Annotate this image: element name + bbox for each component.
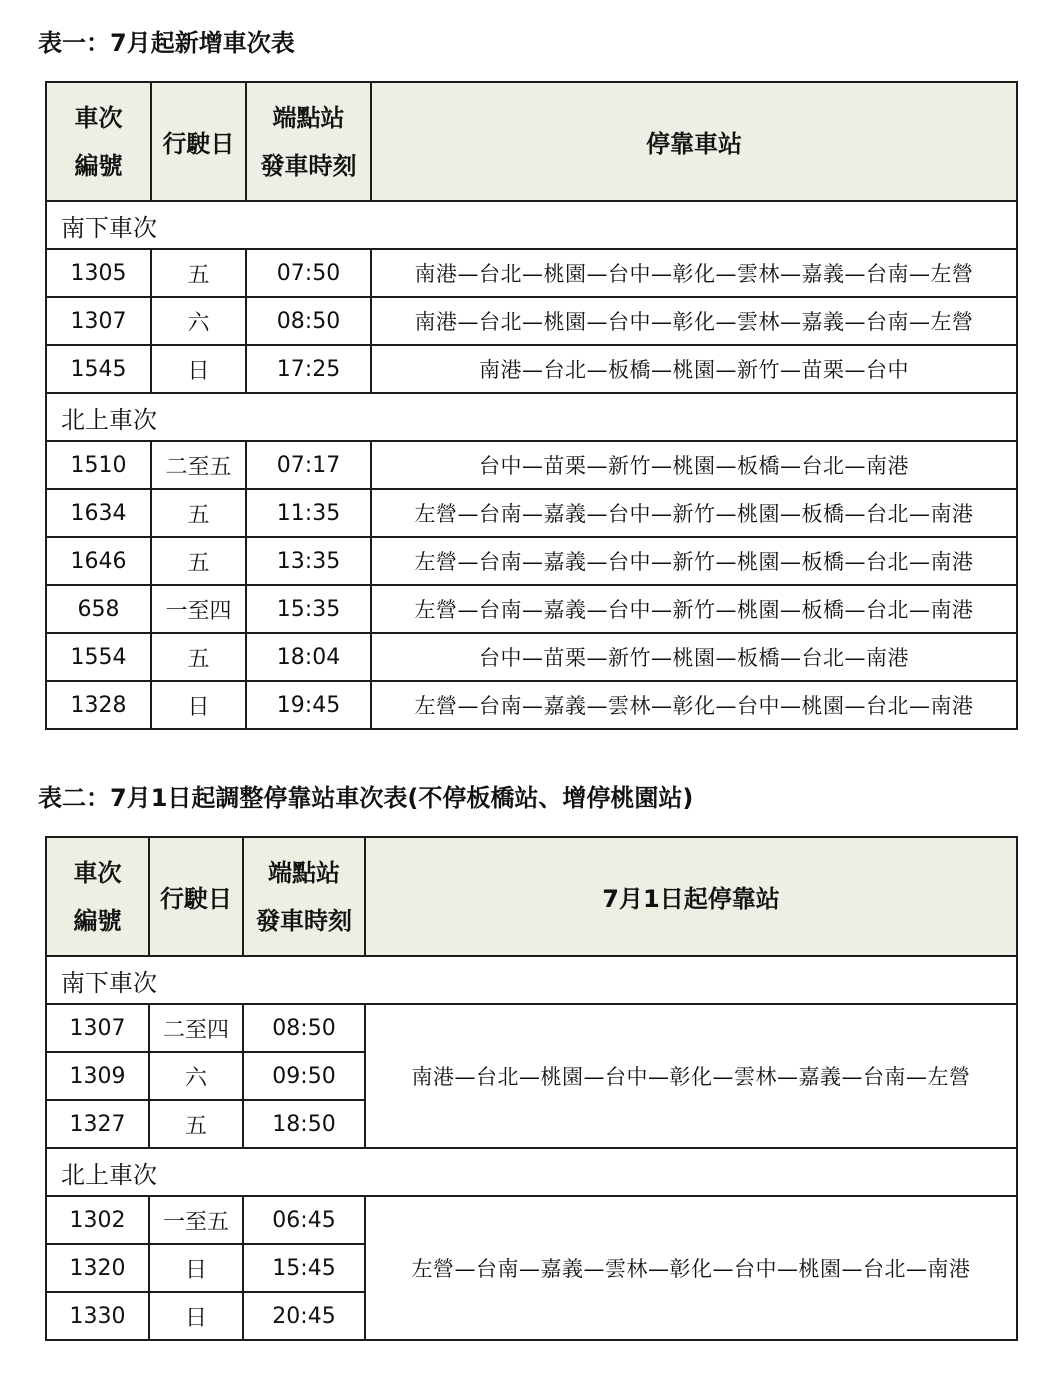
departure-time: 17:25 bbox=[246, 345, 371, 393]
operating-day: 日 bbox=[151, 681, 246, 729]
header-train-number-line1: 車次 bbox=[74, 103, 123, 132]
operating-day: 五 bbox=[151, 249, 246, 297]
train-number: 1305 bbox=[46, 249, 151, 297]
operating-day: 二至五 bbox=[151, 441, 246, 489]
adjusted-stops-table bbox=[45, 836, 1018, 1341]
stop-list-northbound: 左營—台南—嘉義—雲林—彰化—台中—桃園—台北—南港 bbox=[365, 1196, 1017, 1340]
table-row bbox=[46, 441, 1017, 489]
departure-time: 11:35 bbox=[246, 489, 371, 537]
header-departure-time bbox=[246, 82, 371, 201]
operating-day: 日 bbox=[149, 1244, 243, 1292]
train-number: 1320 bbox=[46, 1244, 149, 1292]
header-operating-day: 行駛日 bbox=[149, 837, 243, 956]
header-train-number-line1: 車次 bbox=[73, 858, 122, 887]
header-stops: 停靠車站 bbox=[371, 82, 1017, 201]
header-departure-time-line2: 發車時刻 bbox=[256, 906, 352, 935]
header-row bbox=[46, 82, 1017, 201]
train-number: 1646 bbox=[46, 537, 151, 585]
table1-title: 表一：7月起新增車次表 bbox=[38, 29, 295, 57]
table-row bbox=[46, 537, 1017, 585]
train-number: 1307 bbox=[46, 297, 151, 345]
train-number: 1510 bbox=[46, 441, 151, 489]
table2-title: 表二：7月1日起調整停靠站車次表(不停板橋站、增停桃園站) bbox=[38, 784, 694, 812]
table-row bbox=[46, 345, 1017, 393]
train-number: 1330 bbox=[46, 1292, 149, 1340]
departure-time: 13:35 bbox=[246, 537, 371, 585]
section-row-northbound bbox=[46, 1148, 1017, 1196]
operating-day: 一至五 bbox=[149, 1196, 243, 1244]
stop-list-southbound: 南港—台北—桃園—台中—彰化—雲林—嘉義—台南—左營 bbox=[365, 1004, 1017, 1148]
operating-day: 五 bbox=[151, 537, 246, 585]
train-number: 1327 bbox=[46, 1100, 149, 1148]
operating-day: 一至四 bbox=[151, 585, 246, 633]
departure-time: 06:45 bbox=[243, 1196, 365, 1244]
header-departure-time bbox=[243, 837, 365, 956]
operating-day: 二至四 bbox=[149, 1004, 243, 1052]
departure-time: 20:45 bbox=[243, 1292, 365, 1340]
operating-day: 六 bbox=[149, 1052, 243, 1100]
section-row-southbound bbox=[46, 956, 1017, 1004]
header-departure-time-line1: 端點站 bbox=[268, 858, 340, 887]
operating-day: 五 bbox=[151, 489, 246, 537]
departure-time: 15:35 bbox=[246, 585, 371, 633]
stop-list: 南港—台北—桃園—台中—彰化—雲林—嘉義—台南—左營 bbox=[371, 249, 1017, 297]
header-row bbox=[46, 837, 1017, 956]
table-row bbox=[46, 633, 1017, 681]
departure-time: 18:04 bbox=[246, 633, 371, 681]
train-number: 1307 bbox=[46, 1004, 149, 1052]
header-departure-time-line1: 端點站 bbox=[272, 103, 345, 132]
departure-time: 15:45 bbox=[243, 1244, 365, 1292]
section-row-southbound bbox=[46, 201, 1017, 249]
table-row bbox=[46, 1196, 1017, 1244]
train-number: 1309 bbox=[46, 1052, 149, 1100]
train-number: 658 bbox=[46, 585, 151, 633]
stop-list: 左營—台南—嘉義—台中—新竹—桃園—板橋—台北—南港 bbox=[371, 489, 1017, 537]
table-row bbox=[46, 297, 1017, 345]
stop-list: 南港—台北—桃園—台中—彰化—雲林—嘉義—台南—左營 bbox=[371, 297, 1017, 345]
table-row bbox=[46, 1004, 1017, 1052]
table-row bbox=[46, 681, 1017, 729]
section-row-northbound bbox=[46, 393, 1017, 441]
train-number: 1328 bbox=[46, 681, 151, 729]
operating-day: 五 bbox=[149, 1100, 243, 1148]
section-label-southbound: 南下車次 bbox=[46, 201, 1017, 249]
section-label-southbound: 南下車次 bbox=[46, 956, 1017, 1004]
table-row bbox=[46, 249, 1017, 297]
header-departure-time-line2: 發車時刻 bbox=[260, 151, 357, 180]
section-label-northbound: 北上車次 bbox=[46, 1148, 1017, 1196]
train-number: 1302 bbox=[46, 1196, 149, 1244]
operating-day: 日 bbox=[151, 345, 246, 393]
train-number: 1545 bbox=[46, 345, 151, 393]
operating-day: 日 bbox=[149, 1292, 243, 1340]
stop-list: 台中—苗栗—新竹—桃園—板橋—台北—南港 bbox=[371, 441, 1017, 489]
train-number: 1634 bbox=[46, 489, 151, 537]
operating-day: 六 bbox=[151, 297, 246, 345]
departure-time: 07:50 bbox=[246, 249, 371, 297]
header-train-number-line2: 編號 bbox=[74, 151, 123, 180]
stop-list: 南港—台北—板橋—桃園—新竹—苗栗—台中 bbox=[371, 345, 1017, 393]
operating-day: 五 bbox=[151, 633, 246, 681]
table-row bbox=[46, 585, 1017, 633]
stop-list: 台中—苗栗—新竹—桃園—板橋—台北—南港 bbox=[371, 633, 1017, 681]
header-train-number bbox=[46, 837, 149, 956]
train-number: 1554 bbox=[46, 633, 151, 681]
departure-time: 08:50 bbox=[243, 1004, 365, 1052]
departure-time: 07:17 bbox=[246, 441, 371, 489]
header-stops: 7月1日起停靠站 bbox=[365, 837, 1017, 956]
stop-list: 左營—台南—嘉義—台中—新竹—桃園—板橋—台北—南港 bbox=[371, 537, 1017, 585]
departure-time: 09:50 bbox=[243, 1052, 365, 1100]
header-operating-day: 行駛日 bbox=[151, 82, 246, 201]
header-train-number bbox=[46, 82, 151, 201]
table-row bbox=[46, 489, 1017, 537]
new-trains-table bbox=[45, 81, 1018, 730]
departure-time: 08:50 bbox=[246, 297, 371, 345]
departure-time: 18:50 bbox=[243, 1100, 365, 1148]
stop-list: 左營—台南—嘉義—雲林—彰化—台中—桃園—台北—南港 bbox=[371, 681, 1017, 729]
header-train-number-line2: 編號 bbox=[73, 906, 122, 935]
departure-time: 19:45 bbox=[246, 681, 371, 729]
stop-list: 左營—台南—嘉義—台中—新竹—桃園—板橋—台北—南港 bbox=[371, 585, 1017, 633]
section-label-northbound: 北上車次 bbox=[46, 393, 1017, 441]
